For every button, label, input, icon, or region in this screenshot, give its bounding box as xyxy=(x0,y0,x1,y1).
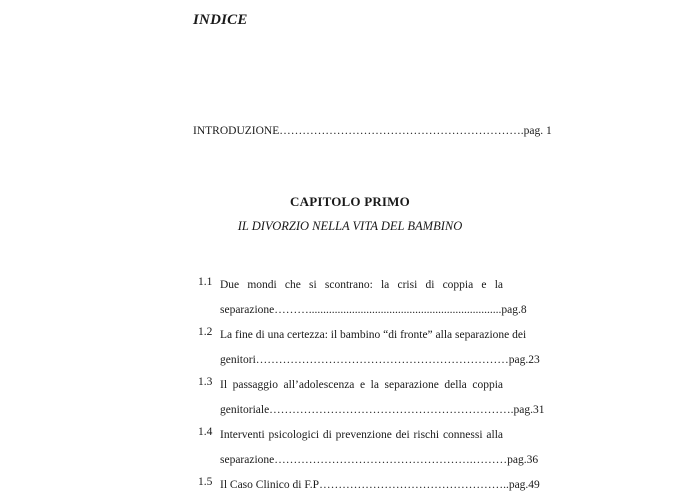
toc-entry-1-5 xyxy=(198,476,540,494)
toc-entry-title: Il Caso Clinico di F.P…………………………………………..pag.49 xyxy=(220,479,540,491)
toc-entry-continuation: separazione………...................................................................pag.8 xyxy=(220,304,527,316)
toc-list xyxy=(198,276,545,494)
index-heading: INDICE xyxy=(193,12,248,28)
toc-entry-title: La fine di una certezza: il bambino “di fronte” alla separazione dei xyxy=(220,329,527,341)
toc-entry-1-4 xyxy=(198,426,539,469)
toc-entry-number: 1.4 xyxy=(198,426,213,438)
toc-entry-1-1 xyxy=(198,276,527,319)
toc-entry-introduction: INTRODUZIONE……………………………………………………….pag. 1 xyxy=(193,125,552,137)
toc-entry-continuation: genitori…………………………………………………………pag.23 xyxy=(220,354,540,366)
toc-entry-number: 1.2 xyxy=(198,326,213,338)
toc-entry-1-2 xyxy=(198,326,540,369)
toc-entry-title: Interventi psicologici di prevenzione dei rischi connessi alla xyxy=(220,429,503,441)
toc-entry-title: Il passaggio all’adolescenza e la separazione della coppia xyxy=(220,379,503,391)
toc-entry-number: 1.3 xyxy=(198,376,213,388)
chapter-subtitle: IL DIVORZIO NELLA VITA DEL BAMBINO xyxy=(237,219,463,233)
toc-entry-title: Due mondi che si scontrano: la crisi di coppia e la xyxy=(220,279,503,291)
toc-entry-number: 1.1 xyxy=(198,276,213,288)
chapter-title: CAPITOLO PRIMO xyxy=(290,194,410,209)
toc-entry-continuation: genitoriale……………………………………………………….pag.31 xyxy=(220,404,545,416)
toc-entry-1-3 xyxy=(198,376,545,419)
toc-entry-continuation: separazione…………………………………………….………pag.36 xyxy=(220,454,539,466)
toc-entry-number: 1.5 xyxy=(198,476,213,488)
